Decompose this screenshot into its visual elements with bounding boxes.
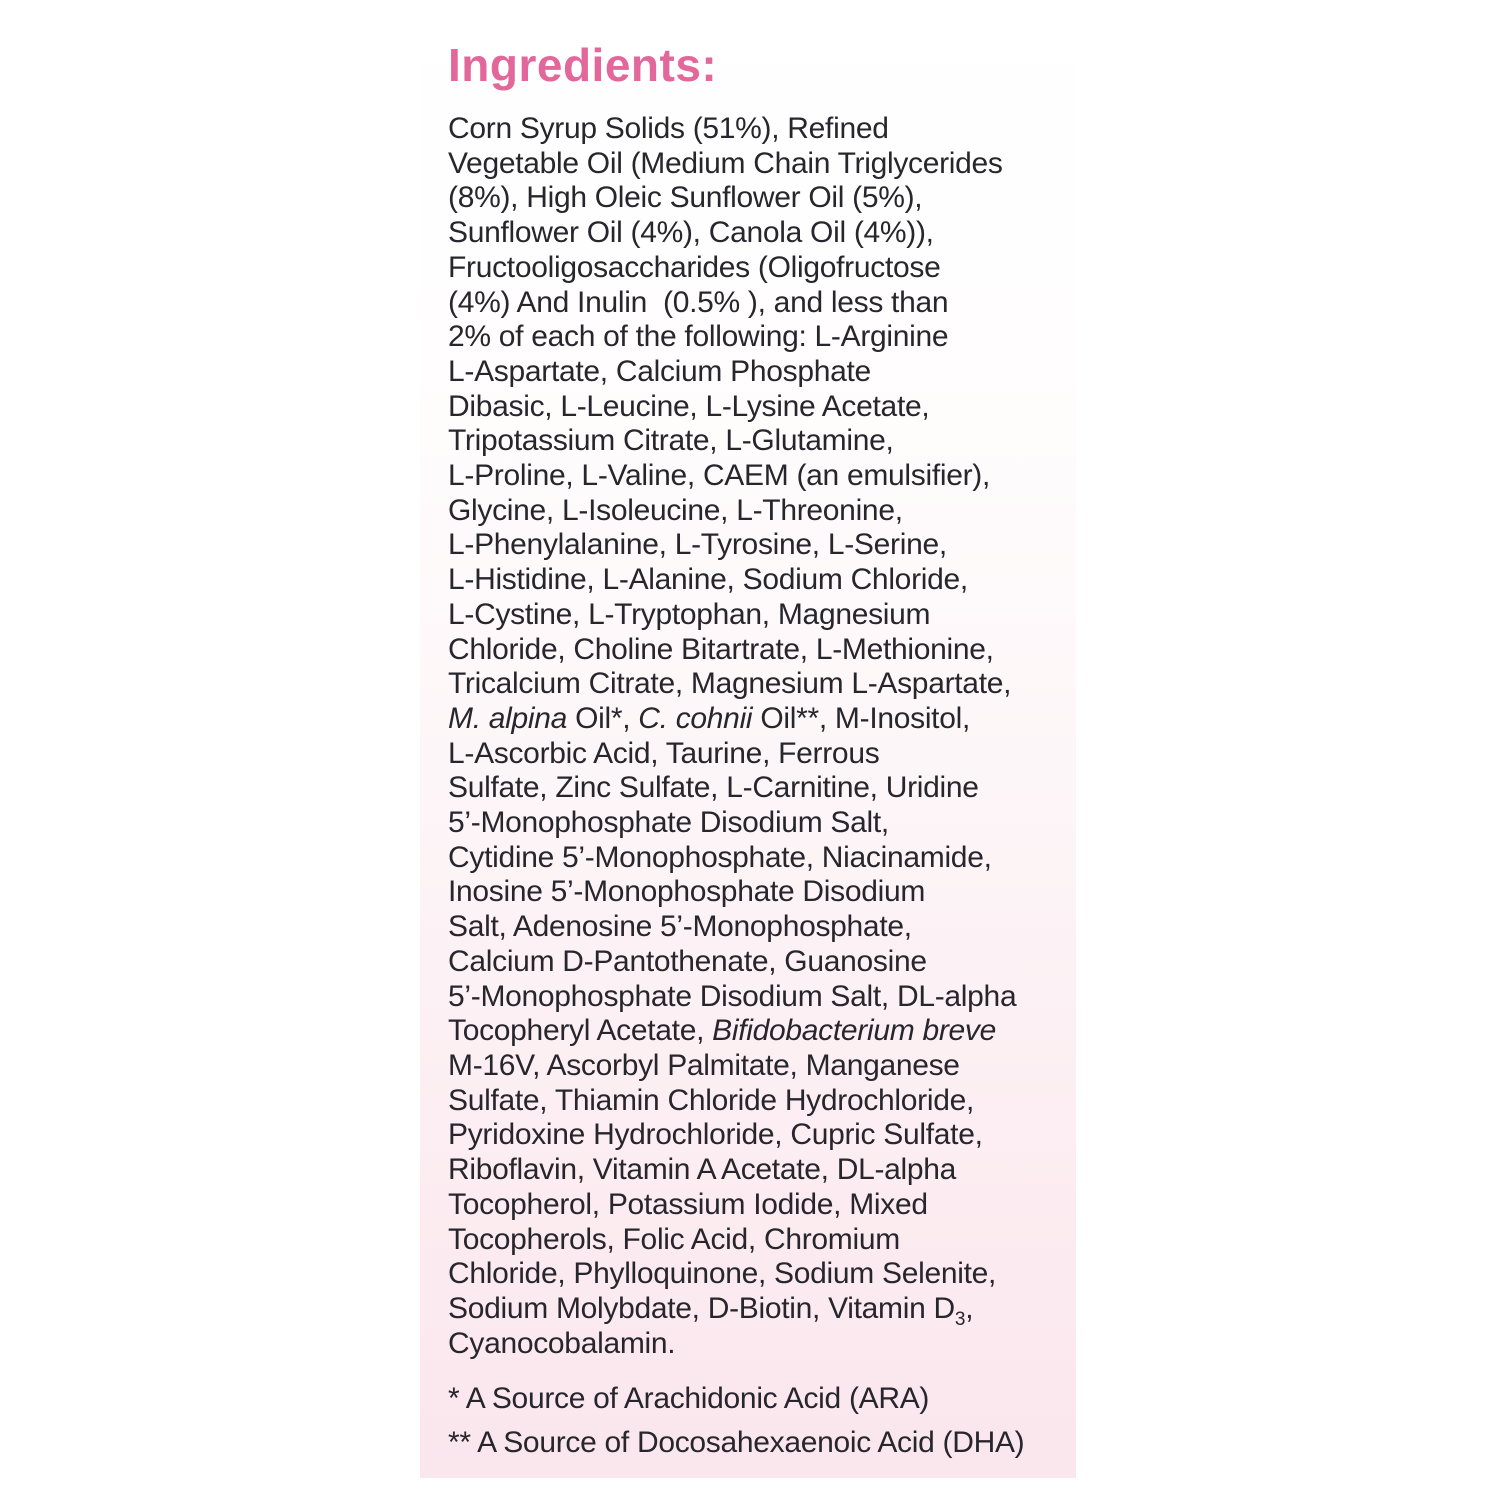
italic-species-name: Bifidobacterium breve (712, 1014, 997, 1048)
ingredients-line: M-16V, Ascorbyl Palmitate, Manganese (448, 1048, 960, 1082)
ingredients-line: L-Phenylalanine, L-Tyrosine, L-Serine, (448, 528, 947, 562)
italic-species-name: M. alpina (448, 701, 568, 735)
footnote: * A Source of Arachidonic Acid (ARA) (448, 1382, 930, 1416)
ingredients-line: Inosine 5’-Monophosphate Disodium (448, 875, 926, 909)
ingredients-line: M. alpina Oil*, C. cohnii Oil**, M-Inositol, (448, 701, 971, 735)
italic-species-name: C. cohnii (638, 701, 753, 735)
ingredients-line: 5’-Monophosphate Disodium Salt, (448, 806, 889, 840)
footnote-marker: * (448, 1382, 460, 1416)
ingredients-line: 5’-Monophosphate Disodium Salt, DL-alpha (448, 979, 1017, 1013)
ingredients-line: Tricalcium Citrate, Magnesium L-Aspartate, (448, 667, 1012, 701)
ingredients-line: Riboflavin, Vitamin A Acetate, DL-alpha (448, 1153, 957, 1187)
ingredients-line: Sodium Molybdate, D-Biotin, Vitamin $D_3$, (448, 1291, 974, 1330)
ingredients-line: Sulfate, Zinc Sulfate, L-Carnitine, Uridine (448, 771, 979, 805)
footnote: ** A Source of Docosahexaenoic Acid (DHA) (448, 1426, 1025, 1460)
footnote-marker: ** (448, 1426, 471, 1460)
ingredients-line: Chloride, Phylloquinone, Sodium Selenite, (448, 1257, 997, 1291)
ingredients-line: Pyridoxine Hydrochloride, Cupric Sulfate, (448, 1118, 983, 1152)
ingredients-line: L-Ascorbic Acid, Taurine, Ferrous (448, 736, 880, 770)
ingredients-line: Sunflower Oil (4%), Canola Oil (4%)), (448, 216, 934, 250)
ingredients-line: Salt, Adenosine 5’-Monophosphate, (448, 910, 912, 944)
ingredients-line: Chloride, Choline Bitartrate, L-Methionine, (448, 632, 994, 666)
ingredients-line: 2% of each of the following: L-Arginine (448, 320, 949, 354)
ingredients-line: Tocopherols, Folic Acid, Chromium (448, 1222, 900, 1256)
ingredients-line: Tocopheryl Acetate, Bifidobacterium breve (448, 1014, 997, 1048)
ingredients-line: L-Cystine, L-Tryptophan, Magnesium (448, 597, 931, 631)
ingredients-line: L-Histidine, L-Alanine, Sodium Chloride, (448, 563, 968, 597)
ingredients-line: Tocopherol, Potassium Iodide, Mixed (448, 1187, 928, 1221)
ingredients-line: Glycine, L-Isoleucine, L-Threonine, (448, 493, 903, 527)
ingredients-heading: Ingredients: (448, 39, 718, 91)
ingredients-panel (420, 0, 1076, 1478)
ingredients-line: Fructooligosaccharides (Oligofructose (448, 250, 941, 284)
ingredients-line: Tripotassium Citrate, L-Glutamine, (448, 424, 894, 458)
ingredients-panel-inner (420, 0, 1076, 1465)
ingredients-line: (4%) And Inulin (0.5% ), and less than (448, 285, 949, 319)
ingredients-line: (8%), High Oleic Sunflower Oil (5%), (448, 181, 923, 215)
ingredients-line: Sulfate, Thiamin Chloride Hydrochloride, (448, 1083, 975, 1117)
subscript-text: 3 (954, 1308, 966, 1330)
ingredients-line: Cytidine 5’-Monophosphate, Niacinamide, (448, 840, 992, 874)
ingredients-line: Cyanocobalamin. (448, 1326, 676, 1360)
ingredients-line: Dibasic, L-Leucine, L-Lysine Acetate, (448, 389, 930, 423)
ingredients-line: Calcium D-Pantothenate, Guanosine (448, 944, 927, 978)
ingredients-line: L-Aspartate, Calcium Phosphate (448, 354, 871, 388)
ingredients-line: Vegetable Oil (Medium Chain Triglycerides (448, 146, 1003, 180)
ingredients-line: Corn Syrup Solids (51%), Refined (448, 112, 889, 145)
ingredients-line: L-Proline, L-Valine, CAEM (an emulsifier), (448, 459, 991, 493)
footnotes (448, 1377, 1070, 1465)
ingredients-text (448, 112, 1070, 1361)
